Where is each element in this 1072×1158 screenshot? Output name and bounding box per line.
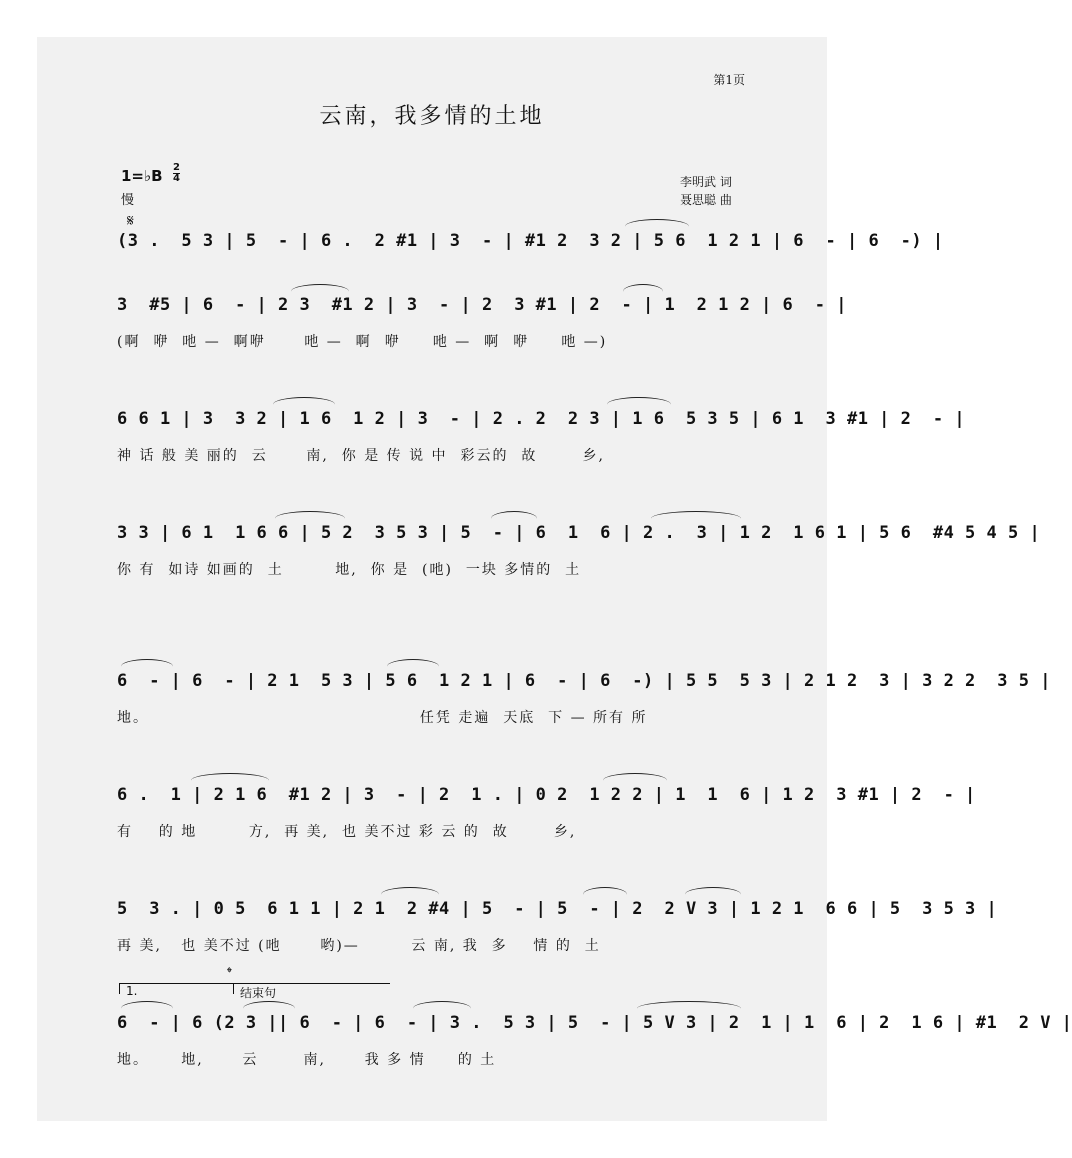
coda-bracket — [233, 983, 390, 1000]
staff-system-4 — [117, 523, 1041, 593]
time-signature — [173, 163, 180, 184]
tie-arc — [243, 1001, 295, 1016]
tie-arc — [273, 397, 335, 412]
composer-credit: 聂思聪 曲 — [680, 193, 732, 207]
notes-line-2: 3 #5 | 6 - | 2 3 #1 2 | 3 - | 2 3 #1 | 2 - | 1 2 1 2 | 6 - | — [117, 295, 847, 315]
notes-line-1: (3 . 5 3 | 5 - | 6 . 2 #1 | 3 - | #1 2 3 2 | 5 6 1 2 1 | 6 - | 6 -) | — [117, 231, 944, 251]
tie-arc — [121, 659, 173, 674]
tie-arc — [685, 887, 741, 902]
staff-system-8 — [117, 1013, 1072, 1083]
lyrics-line-2: (啊 咿 吔 — 啊咿 吔 — 啊 咿 吔 — 啊 咿 吔 —) — [117, 334, 608, 350]
lyrics-line-7: 再 美, 也 美不过 (吔 哟)— 云 南, 我 多 情 的 土 — [117, 938, 601, 954]
notes-line-3: 6 6 1 | 3 3 2 | 1 6 1 2 | 3 - | 2 . 2 2 3 | 1 6 5 3 5 | 6 1 3 #1 | 2 - | — [117, 409, 966, 429]
notes-line-4: 3 3 | 6 1 1 6 6 | 5 2 3 5 3 | 5 - | 6 1 6 | 2 . 3 | 1 2 1 6 1 | 5 6 #4 5 4 5 | — [117, 523, 1041, 543]
time-signature-bottom: 4 — [173, 173, 180, 184]
tie-arc — [413, 1001, 471, 1016]
page-number: 第1页 — [713, 73, 745, 87]
staff-system-3 — [117, 409, 966, 479]
notes-line-6: 6 . 1 | 2 1 6 #1 2 | 3 - | 2 1 . | 0 2 1 2 2 | 1 1 6 | 1 2 3 #1 | 2 - | — [117, 785, 976, 805]
staff-system-6 — [117, 785, 976, 855]
tie-arc — [603, 773, 667, 788]
coda-icon: 𝄌 — [227, 965, 232, 981]
lyrics-line-5: 地。 任凭 走遍 天底 下 — 所有 所 — [117, 710, 648, 726]
coda-label: 结束句 — [240, 986, 277, 1000]
tie-arc — [625, 219, 689, 234]
tempo-marking: 慢 — [121, 193, 135, 208]
tie-arc — [623, 284, 663, 299]
lyrics-line-3: 神 话 般 美 丽的 云 南, 你 是 传 说 中 彩云的 故 乡, — [117, 448, 605, 464]
tie-arc — [121, 1001, 173, 1016]
notes-line-8: 6 - | 6 (2 3 || 6 - | 6 - | 3 . 5 3 | 5 - | 5 V 3 | 2 1 | 1 6 | 2 1 6 | #1 2 V | — [117, 1013, 1072, 1033]
key-signature: 1=♭B — [121, 167, 163, 185]
time-signature-top: 2 — [173, 162, 180, 173]
tie-arc — [191, 773, 269, 788]
first-ending-label: 1. — [126, 984, 138, 998]
first-ending-bracket — [119, 983, 236, 998]
tie-arc — [607, 397, 671, 412]
tie-arc — [637, 1001, 741, 1016]
segno-sign: 𝄋 — [127, 211, 134, 230]
tie-arc — [387, 659, 439, 674]
song-title: 云南，我多情的土地 — [319, 104, 545, 129]
tie-arc — [583, 887, 627, 902]
tie-arc — [651, 511, 741, 526]
notes-line-7: 5 3 . | 0 5 6 1 1 | 2 1 2 #4 | 5 - | 5 - | 2 2 V 3 | 1 2 1 6 6 | 5 3 5 3 | — [117, 899, 998, 919]
tie-arc — [381, 887, 439, 902]
score-sheet — [37, 37, 1072, 1121]
lyrics-line-8: 地。 地, 云 南, 我 多 情 的 土 — [117, 1052, 497, 1068]
lyricist-credit: 李明武 词 — [680, 175, 732, 189]
notes-line-5: 6 - | 6 - | 2 1 5 3 | 5 6 1 2 1 | 6 - | 6 -) | 5 5 5 3 | 2 1 2 3 | 3 2 2 3 5 | — [117, 671, 1051, 691]
staff-system-7 — [117, 899, 998, 969]
tie-arc — [291, 284, 349, 299]
lyrics-line-1 — [117, 267, 749, 287]
lyrics-line-4: 你 有 如诗 如画的 土 地, 你 是 (吔) 一块 多情的 土 — [117, 562, 582, 578]
tie-arc — [491, 511, 537, 526]
lyrics-line-6: 有 的 地 方, 再 美, 也 美不过 彩 云 的 故 乡, — [117, 824, 577, 840]
staff-system-5 — [117, 671, 1051, 741]
tie-arc — [275, 511, 345, 526]
staff-system-2 — [117, 295, 847, 365]
